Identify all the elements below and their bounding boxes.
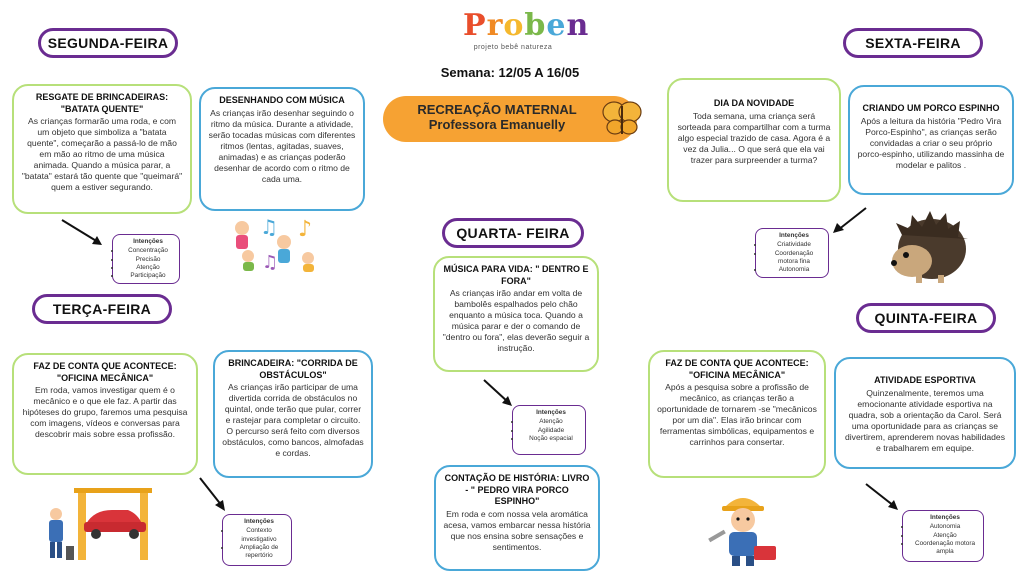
activity-card-wednesday-2 [434,465,600,571]
intentions-box-wednesday [512,405,586,455]
activity-description: Em roda, vamos investigar quem é o mecânico e o que ele faz. A partir das hipóteses do grupo, faremos uma pesquisa com imagens, vídeos e conversas para descobrir mais sobre essa profissão. [22,385,188,440]
arrow-icon [862,480,902,514]
hedgehog-illustration [882,205,972,289]
banner-teacher: Professora Emanuelly [428,117,566,132]
children-music-illustration [224,212,328,272]
arrow-icon [58,216,106,248]
intention-item: • Coordenação motora fina [764,250,824,267]
intention-item: • Agilidade [521,427,581,435]
intentions-box-thursday [902,510,984,562]
arrow-icon [196,474,230,514]
activity-card-friday-2 [848,85,1014,195]
intentions-heading: Intenções [779,232,809,239]
intention-item: • Participação [121,272,175,280]
activity-title: ATIVIDADE ESPORTIVA [874,375,976,385]
intentions-heading: Intenções [244,518,274,525]
activity-title: CRIANDO UM PORCO ESPINHO [862,103,1000,113]
proben-logo: Proben [463,8,590,43]
svg-text:♫: ♫ [262,252,279,272]
intention-item: • Coordenação motora ampla [911,540,979,557]
day-label-wednesday: QUARTA- FEIRA [442,218,584,248]
intentions-heading: Intenções [133,238,163,245]
activity-card-monday-1 [12,84,192,214]
activity-description: Após a leitura da história "Pedro Vira Porco-Espinho", as crianças serão convidadas a criar o seu próprio porco-espinho, utilizando massinha de modelar e palitos . [857,115,1005,170]
svg-text:♫: ♫ [260,215,278,239]
intentions-heading: Intenções [536,409,566,416]
intentions-heading: Intenções [930,514,960,521]
svg-text:♪: ♪ [298,217,313,242]
intention-item: • Atenção [121,264,175,272]
activity-card-tuesday-1 [12,353,198,475]
activity-title: BRINCADEIRA: "CORRIDA DE OBSTÁCULOS" [228,358,358,380]
intention-item: • Ampliação de repertório [231,544,287,561]
intention-item: • Atenção [521,418,581,426]
day-label-thursday: QUINTA-FEIRA [856,303,996,333]
activity-card-friday-1 [667,78,841,202]
activity-title: DIA DA NOVIDADE [713,98,795,108]
intentions-box-monday [112,234,180,284]
title-banner [383,96,637,142]
day-label-monday: SEGUNDA-FEIRA [38,28,178,58]
intention-item: • Precisão [121,256,175,264]
intention-item: • Autonomia [911,523,979,531]
activity-description: Em roda e com nossa vela aromática acesa, vamos embarcar nessa história que nos ensina sobre sensações e sentimentos. [443,508,591,552]
logo-subtitle: projeto bebê natureza [473,44,553,51]
activity-title: FAZ DE CONTA QUE ACONTECE: "OFICINA MECÂNICA" [33,361,177,383]
activity-card-thursday-2 [834,357,1016,469]
day-label-tuesday: TERÇA-FEIRA [32,294,172,324]
activity-card-thursday-1 [648,350,826,478]
intentions-box-tuesday [222,514,292,566]
activity-description: Toda semana, uma criança será sorteada para compartilhar com a turma algo especial trazido de casa. Agora é a vez da Julia... O que será que ela vai trazer para surpreender a turma? [677,110,831,165]
activity-title: CONTAÇÃO DE HISTÓRIA: LIVRO - " PEDRO VIRA PORCO ESPINHO" [444,473,590,507]
activity-card-tuesday-2 [213,350,373,478]
intention-item: • Contexto investigativo [231,527,287,544]
activity-description: As crianças irão desenhar seguindo o ritmo da música. Durante a atividade, serão tocadas músicas com diferentes ritmos (lentas, agitadas, suaves, animadas) e as crianças poderão desenhar de acordo com o ritmo de cada uma. [208,107,356,184]
activity-description: As crianças irão andar em volta de bambolês espalhados pelo chão enquanto a música toca. Quando a música parar e der o comando de "dentro ou fora", elas deverão seguir a instrução. [442,288,590,354]
intention-item: • Concentração [121,247,175,255]
intention-item: • Autonomia [764,266,824,274]
intention-item: • Noção espacial [521,435,581,443]
arrow-icon [480,376,516,410]
intention-item: • Criatividade [764,241,824,249]
activity-title: DESENHANDO COM MÚSICA [219,95,345,105]
intentions-box-friday [755,228,829,278]
activity-title: FAZ DE CONTA QUE ACONTECE: "OFICINA MECÂNICA" [665,358,809,380]
activity-title: RESGATE DE BRINCADEIRAS: "BATATA QUENTE" [35,92,169,114]
week-label: Semana: 12/05 A 16/05 [440,65,580,80]
activity-card-monday-2 [199,87,365,211]
activity-description: As crianças formarão uma roda, e com um objeto que simboliza a "batata quente", começarão a passá-lo de mão em mão ao ritmo de uma música animada. Quando a música parar, a "batata" estará tão quente que "queimará" quem a estiver segurando. [21,116,183,193]
activity-card-wednesday-1 [433,256,599,372]
mechanic-workshop-illustration [38,484,162,564]
activity-description: Quinzenalmente, teremos uma emocionante atividade esportiva na quadra, sob a orientação da Carol. Será uma oportunidade para as crianças se divertirem, aprenderem novas habilidades e trabalharem em equipe. [844,387,1006,453]
day-label-friday: SEXTA-FEIRA [843,28,983,58]
banner-title: RECREAÇÃO MATERNAL [417,102,577,117]
intention-item: • Atenção [911,532,979,540]
activity-title: MÚSICA PARA VIDA: " DENTRO E FORA" [443,264,589,286]
butterfly-icon [600,98,644,138]
activity-description: As crianças irão participar de uma divertida corrida de obstáculos no quintal, onde terão que pular, correr e rastejar para completar o circuito. O percurso será feito com diversos obstáculos, como bancos, almofadas e cordas. [222,382,364,459]
child-mechanic-illustration [698,486,788,568]
activity-description: Após a pesquisa sobre a profissão de mecânico, as crianças terão a oportunidade de tornarem -se "mecânicos por um dia". Elas irão brincar com ferramentas simbólicas, equipamentos e carrinhos para consertar. [657,382,817,448]
arrow-icon [828,204,870,236]
